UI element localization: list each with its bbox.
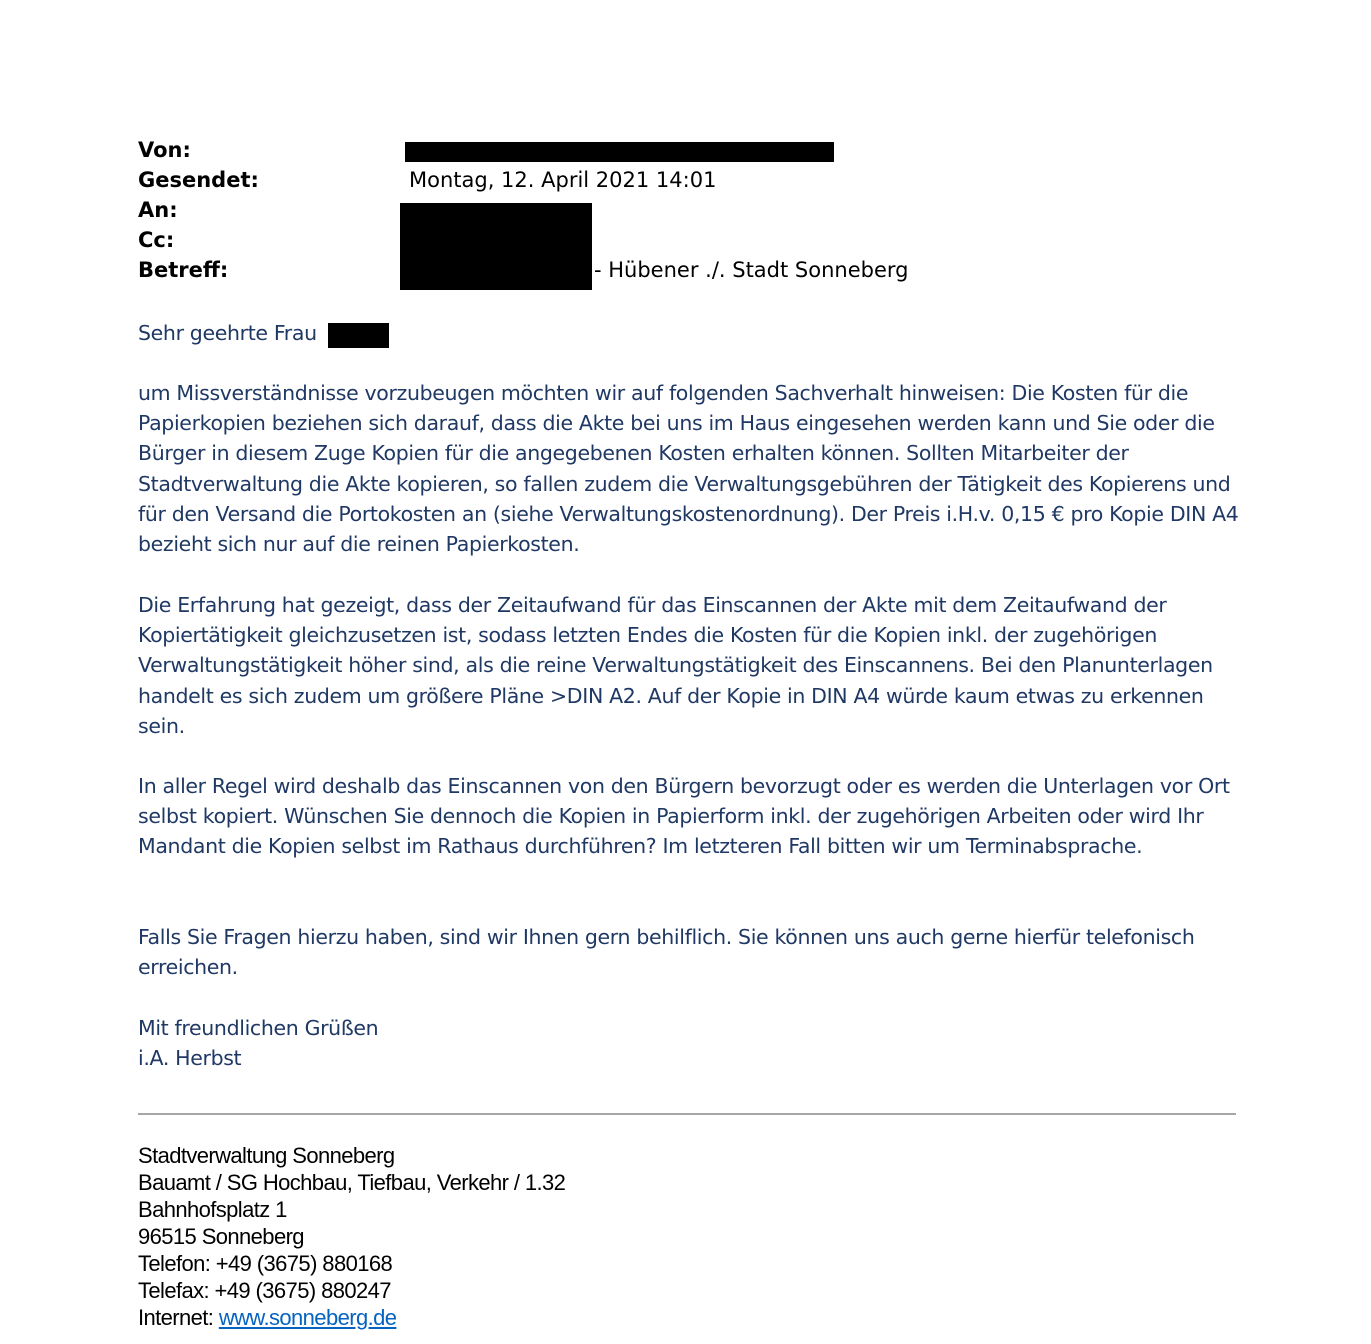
signature-city: 96515 Sonneberg	[138, 1224, 304, 1249]
paragraph-4	[138, 922, 1248, 982]
signature-internet	[138, 1304, 565, 1331]
paragraph-2	[138, 590, 1248, 741]
signature-divider	[138, 1113, 1236, 1115]
greeting-name-redaction	[328, 323, 389, 348]
signature-fax: Telefax: +49 (3675) 880247	[138, 1278, 391, 1303]
signature-org: Stadtverwaltung Sonneberg	[138, 1143, 395, 1168]
signature-phone: Telefon: +49 (3675) 880168	[138, 1251, 393, 1276]
sent-value: Montag, 12. April 2021 14:01	[409, 168, 717, 192]
paragraph-1-text: um Missverständnisse vorzubeugen möchten wir auf folgenden Sachverhalt hinweisen: Die Kosten für die Papierkopien beziehen sich darauf, dass die Akte bei uns im Haus eingesehen werden kann und Sie oder die Bürger in diesem Zuge Kopien für die angegebenen Kosten erhalten können. Sollten Mitarbeiter der Stadtverwaltung die Akte kopieren, so fallen zudem die Verwaltungsgebühren der Tätigkeit des Kopierens und für den Versand die Portokosten an (siehe Verwaltungskostenordnung). Der Preis i.H.v. 0,15 € pro Kopie DIN A4 bezieht sich nur auf die reinen Papierkosten.	[138, 381, 1239, 557]
signature-street: Bahnhofsplatz 1	[138, 1197, 287, 1222]
closing-block	[138, 1013, 1248, 1073]
signer-text: i.A. Herbst	[138, 1046, 242, 1071]
signature-department: Bauamt / SG Hochbau, Tiefbau, Verkehr / 1.32	[138, 1170, 566, 1195]
paragraph-1	[138, 378, 1248, 559]
closing-text: Mit freundlichen Grüßen	[138, 1016, 379, 1040]
cc-label: Cc:	[138, 228, 175, 252]
paragraph-2-text: Die Erfahrung hat gezeigt, dass der Zeitaufwand für das Einscannen der Akte mit dem Zeitaufwand der Kopiertätigkeit gleichzusetzen ist, sodass letzten Endes die Kosten für die Kopien inkl. der zugehörigen Verwaltungstätigkeit höher sind, als die reine Verwaltungstätigkeit des Einscannens. Bei den Planunterlagen handelt es sich zudem um größere Pläne >DIN A2. Auf der Kopie in DIN A4 würde kaum etwas zu erkennen sein.	[138, 593, 1213, 738]
from-redaction	[405, 142, 834, 162]
greeting-text: Sehr geehrte Frau	[138, 321, 317, 345]
subject-suffix: - Hübener ./. Stadt Sonneberg	[594, 258, 909, 282]
signature-block	[138, 1142, 565, 1331]
recipients-redaction	[400, 203, 592, 290]
sent-label: Gesendet:	[138, 168, 259, 192]
paragraph-3-text: In aller Regel wird deshalb das Einscannen von den Bürgern bevorzugt oder es werden die Unterlagen vor Ort selbst kopiert. Wünschen Sie dennoch die Kopien in Papierform inkl. der zugehörigen Arbeiten oder wird Ihr Mandant die Kopien selbst im Rathaus durchführen? Im letzteren Fall bitten wir um Terminabsprache.	[138, 774, 1230, 859]
from-label: Von:	[138, 138, 191, 162]
internet-label: Internet:	[138, 1305, 214, 1330]
subject-label: Betreff:	[138, 258, 229, 282]
paragraph-4-text: Falls Sie Fragen hierzu haben, sind wir Ihnen gern behilflich. Sie können uns auch gerne hierfür telefonisch erreichen.	[138, 925, 1195, 980]
website-link[interactable]: www.sonneberg.de	[218, 1305, 397, 1330]
to-label: An:	[138, 198, 178, 222]
greeting	[138, 318, 1248, 348]
paragraph-3	[138, 771, 1248, 862]
